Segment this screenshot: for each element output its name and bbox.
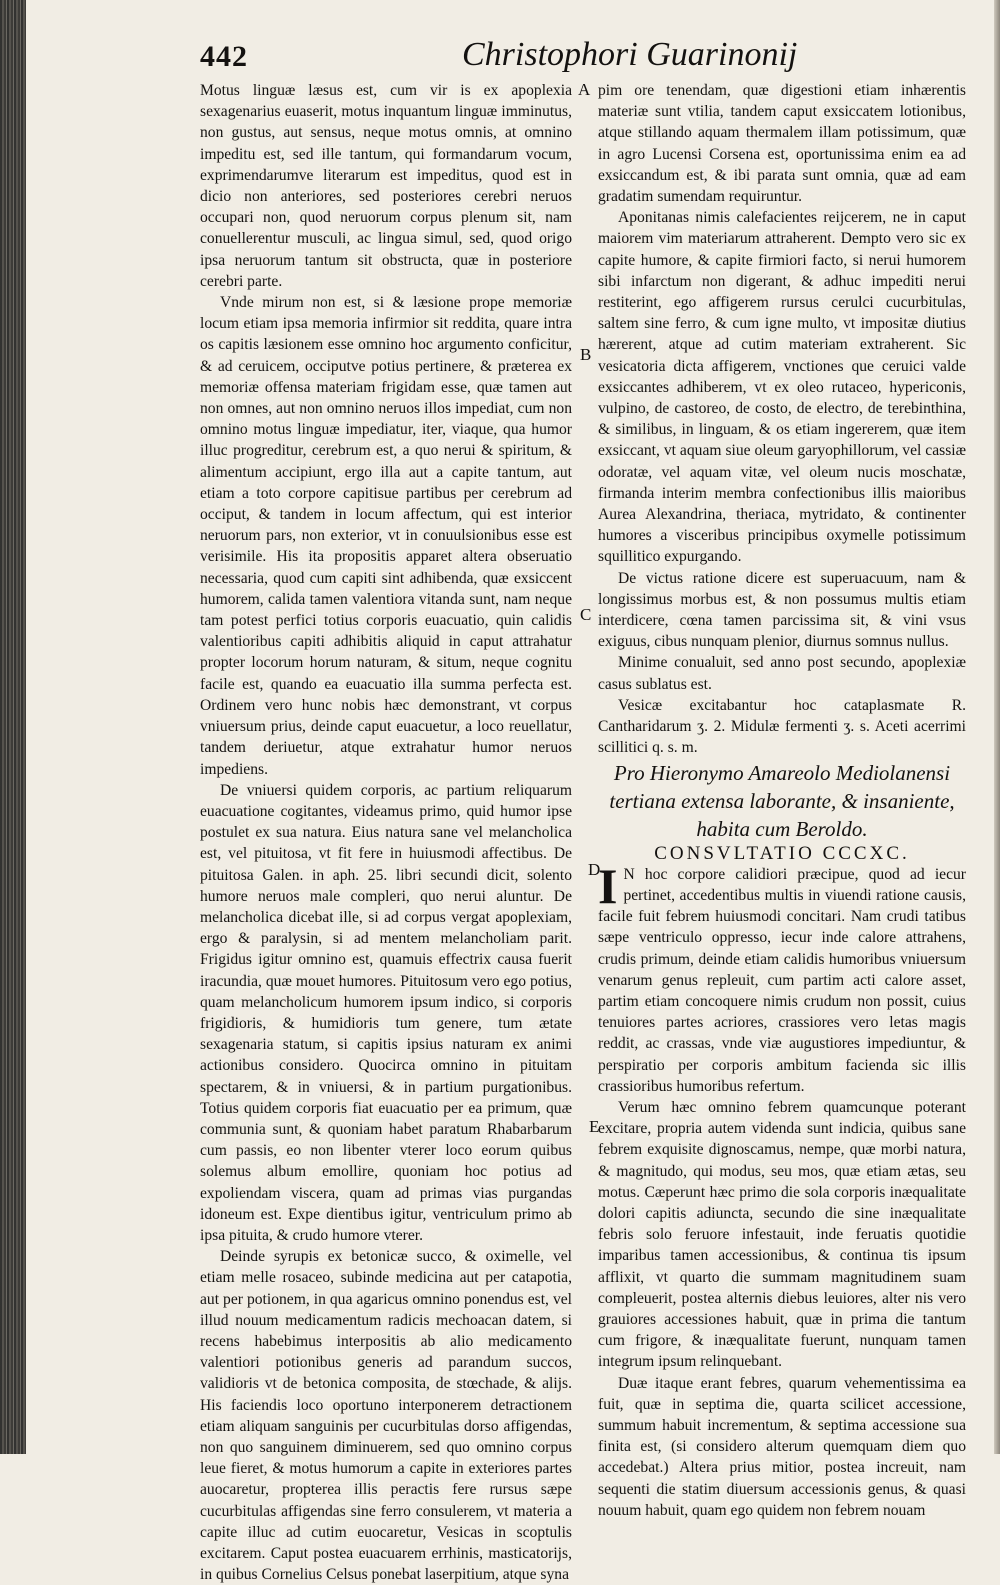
page-edge: [994, 0, 1000, 1454]
paragraph: Vesicæ excitabantur hoc cataplasmate R. Cantharidarum ʒ. 2. Midulæ fermenti ʒ. s. Aceti acerrimi scillitici q. s. m.: [598, 696, 966, 757]
paragraph: Vnde mirum non est, si & læsione prope memoriæ locum etiam ipsa memoria infirmior sit reddita, quare intra os capitis læsionem esse omnino hoc argumento conficitur, & ad ceruicem, occiputve potius pertinere, & præterea ex memoriæ offensa materiam frigidam esse, quæ tamen aut non omnes, aut non omnino neruos illos impediat, cum non omnino motus linguæ impediatur, iter, viaque, qua humor illuc progreditur, cerebrum est, a quo nerui & spiritum, & alimentum accipiunt, ergo illa aut a capite tantum, aut etiam a toto corpore capitisue partibus per cerebrum ad occiput, & tandem in locum affectum, qui est interior neruorum pars, non exterior, vt in conuulsionibus esse est verisimile. His ita propositis apparet altera obseruatio necessaria, quod cum capiti sint adhibenda, quæ exsiccent humorem, calida tamen valentiora vitanda sunt, nam neque tam potest perfici totius corporis euacuatio, quin calidis valentioribus capiti adhibitis aliquid in caput attrahatur propter locorum horum naturam, & situm, neque cognitu facile est, quando ea euacuatio illa summa perfecta est. Ordinem vero hunc nobis hæc demonstrant, vt corpus vniuersum prius, deinde caput euacuetur, a loco reuellatur, tandem deriuetur, atque extrahatur humor neruos impediens.: [200, 294, 572, 778]
paragraph: pim ore tenendam, quæ digestioni etiam inhærentis materiæ sunt vtilia, tandem caput exsiccatem lotionibus, atque stillando aquam thermalem illam potissimum, quæ in agro Lucensi Corsena est, oportunissima enim ea ad exsiccandum est, & ibi parata sunt omnia, quæ ad eam gradatim sumendam requiruntur.: [598, 82, 966, 206]
consultation-number: CONSVLTATIO CCCXC.: [654, 842, 910, 864]
left-column: [200, 80, 572, 1585]
margin-marker-d: D: [588, 860, 601, 879]
page-number: 442: [200, 40, 248, 73]
paragraph: De victus ratione dicere est superuacuum, nam & longissimus morbus est, & non possumus multis etiam interdicere, cœna tamen parcissima sit, & vini vsus exiguus, cibus nunquam plenior, diurnus somnus nullus.: [598, 569, 966, 651]
paragraph: Deinde syrupis ex betonicæ succo, & oximelle, vel etiam melle rosaceo, subinde medicina aut per catapotia, aut per potionem, in qua agaricus omnino ponendus est, vel illud nouum medicamentum radicis mechoacan datem, si recens habebimus interpositis ab alio medicamento valentiori potionibus generis ad parandum succos, validioris vt de betonica composita, de stœchade, & alijs. His faciendis loco oportuno interponerem detractionem etiam aliquam sanguinis per cucurbitulas dorso affigendas, non quo sanguinem diminuerem, sed quo omnino corpus leue fieret, & motus humorum a capite in exteriores partes auocaretur, propterea illis peractis fere rursus sæpe cucurbitulas affigendas sine ferro consulerem, vt materia a capite illuc ad cutim euocaretur, Vesicas in scoptulis excitarem. Caput postea euacuarem errhinis, masticatorijs, in quibus Cornelius Celsus ponebat laserpitium, atque syna: [200, 1248, 572, 1584]
running-head: Christophori Guarinonij: [462, 36, 798, 73]
margin-marker-e: E: [589, 1117, 600, 1136]
margin-marker-b: B: [580, 345, 592, 364]
right-column: [598, 80, 966, 1521]
drop-cap: I: [598, 857, 618, 914]
binding-gutter: [0, 0, 26, 1454]
margin-marker-c: C: [580, 605, 592, 624]
paragraph: De vniuersi quidem corporis, ac partium reliquarum euacuatione cogitantes, videamus primo, quid humor ipse postulet ex sua natura. Eius natura sane vel melancholica est, vel pituitosa, vt fit fere in huiusmodi affectibus. De pituitosa Galen. in aph. 25. libri secundi dicit, solento humore neruos male compleri, quo nerui aluntur. De melancholica dicebat ille, si ad corpus vergat apoplexiam, ergo & paralysin, si ad mentem melancholiam parit. Frigidus igitur omnino est, quamuis effectrix causa fuerit iracundia, quæ mouet humores. Pituitosum vero ego potius, quam melancholicum humorem ipsum indico, si corporis frigidioris, & humidioris tum genere, tum ætate sexagenaria statum, si capitis ipsius naturam ex animi actionibus considero. Quocirca omnino in pituitam spectarem, & in vniuersi, & in partium purgationibus. Totius quidem corporis fiat euacuatio per ea primum, quæ communia sunt, & quoniam habet paratum Rhabarbarum cum passis, eo non libenter vterer loco eorum quibus solemus album emollire, quoniam hoc potius ad expoliendam viscera, quam ad primas vias purgandas idoneum est. Expe dientibus igitur, ventriculum primo ab ipsa pituita, & crudo humore vterer.: [200, 781, 572, 1244]
consultation-title: Pro Hieronymo Amareolo Mediolanensi tertiana extensa laborante, & insaniente, habita cum Beroldo.: [609, 760, 955, 841]
margin-marker-a: A: [578, 80, 591, 99]
paragraph: Motus linguæ læsus est, cum vir is ex apoplexia sexagenarius euaserit, motus inquantum linguæ imminutus, non gustus, aut sensus, neque motus omnis, at omnino impeditu est, sed ille tantum, qui formandarum vocum, exprimendarumve literarum est impeditus, quod est in dicio non anteriores, sed posteriores cerebri neruos occupari non, quod neruorum corpus plenum sit, nam conuellerentur musculi, ac lingua simul, sed, quod origo ipsa neruorum tantum sit obstructa, quæ in posteriore cerebri parte.: [200, 82, 572, 290]
paragraph: Aponitanas nimis calefacientes reijcerem, ne in caput maiorem vim materiarum attraherent. Dempto vero sic ex capite humore, & capite firmiori facto, si nerui humorem sibi infarctum non digerant, & adhuc impediti nerui restiterint, ego affigerem rursus cerulci cucurbitulas, saltem sine ferro, & cum igne multo, vt impositæ diutius hærerent, atque ad cutim materiam extraherent. Sic vesicatoria dicta affigerem, vnctiones que ceruici valde exsiccantes adhiberem, vt ex oleo rutaceo, hypericonis, vulpino, de castoreo, de costo, de electro, de terebinthina, & similibus, in linguam, & os etiam ingererem, quæ item exsiccant, vt aquam siue oleum garyophillorum, vel cassiæ odoratæ, vel aquam vitæ, vel oleum nucis moschatæ, firmanda interim membra confectionibus illis maioribus Aurea Alexandrina, theriaca, mytridato, & continenter humores a visceribus principibus oxymelle potissimum squillitico expurgando.: [598, 209, 966, 566]
paragraph: Verum hæc omnino febrem quamcunque poterant excitare, propria autem videnda sunt indicia, quibus sane febrem exquisite dignoscamus, nempe, quæ morbi natura, & magnitudo, qui modus, seu mos, quæ etiam ætas, seu motus. Cæperunt hæc primo die sola corporis inæqualitate dolori capitis adiuncta, secundo die sine inæqualitate febris solo feruore infestauit, inde feruatis quotidie imparibus tamen accessionibus, & continua tis ipsum afflixit, vt quarto die summam magnitudinem suam compleuerit, postea alternis diebus leuiores, alter nis vero grauiores accessiones habuit, quæ in prima die tantum cum frigore, & inæqualitate fuerunt, nunquam tamen integrum ipsum relinquebant.: [598, 1098, 966, 1371]
paragraph: Minime conualuit, sed anno post secundo, apoplexiæ casus sublatus est.: [598, 654, 966, 693]
consultation-opening-paragraph: [598, 857, 966, 1097]
paragraph-text: N hoc corpore calidiori præcipue, quod ad iecur pertinet, accedentibus multis in viuendi ratione causis, facile fuit febrem huiusmodi concitari. Nam crudi tatibus sæpe ventriculo oppresso, iecur inde calore attrahens, crudis primum, deinde etiam calidis humoribus vniuersum venarum genus repleuit, cum partim acti calore asset, partim etiam concoquere nimis crudum non possit, cuius tenuiores partes acriores, crassiores vero letas magis reddit, ac crassas, vnde viæ augustiores impediuntur, & perspiratio per corporis ambitum facienda sic illis crassioribus humoribus refertum.: [598, 865, 966, 1095]
paragraph: Duæ itaque erant febres, quarum vehementissima ea fuit, quæ in septima die, quarta scilicet accessione, summum habuit incrementum, & septima accessione sua finita est, (si considero alterum quemquam diem quo accedebat.) Altera prius mitior, postea increuit, nam sequenti die statim diuersum accessionis genus, & quasi nouum habuit, quam ego quidem non febrem nouam: [598, 1374, 966, 1519]
page-header: [200, 34, 960, 80]
